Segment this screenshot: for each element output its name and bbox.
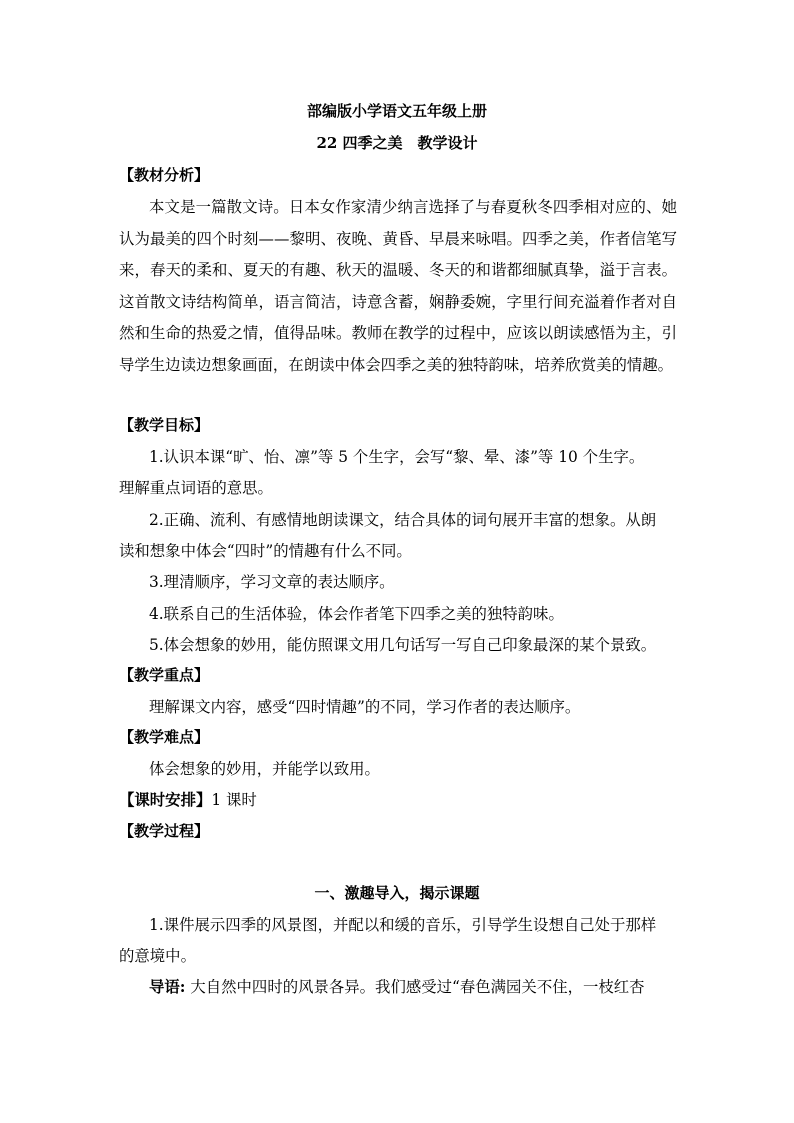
goal-1-line-1: 1.认识本课“旷、怡、凛”等 5 个生字，会写“黎、晕、漆”等 10 个生字。 [149,448,645,466]
section-heading-analysis: 【教材分析】 [119,166,210,184]
section-heading-schedule: 【课时安排】 [119,791,212,809]
goal-2-line-1: 2.正确、流利、有感情地朗读课文，结合具体的词句展开丰富的想象。从朗 [149,511,657,529]
schedule-line [119,790,257,810]
key-points-text: 理解课文内容，感受“四时情趣”的不同，学习作者的表达顺序。 [149,698,581,716]
section-heading-process: 【教学过程】 [119,822,210,840]
schedule-text: 1 课时 [211,791,257,809]
difficulty-text: 体会想象的妙用，并能学以致用。 [149,760,380,778]
guide-label: 导语: [149,978,186,996]
analysis-paragraph: 本文是一篇散文诗。日本女作家清少纳言选择了与春夏秋冬四季相对应的、她认为最美的四个时刻——黎明、夜晚、黄昏、早晨来咏唱。四季之美，作者信笔写来，春天的柔和、夏天的有趣、秋天的温暖、冬天的和谐都细腻真挚，溢于言表。这首散文诗结构简单，语言简洁，诗意含蓄，娴静委婉，字里行间充溢着作者对自然和生命的热爱之情，值得品味。教师在教学的过程中，应该以朗读感悟为主，引导学生边读边想象画面，在朗读中体会四季之美的独特韵味，培养欣赏美的情趣。 [119,198,677,374]
section-heading-difficulty: 【教学难点】 [119,728,210,746]
part-1-item-1-line-2: 的意境中。 [119,947,196,965]
goal-4: 4.联系自己的生活体验，体会作者笔下四季之美的独特韵味。 [149,605,564,623]
guide-text: 大自然中四时的风景各异。我们感受过“春色满园关不住，一枝红杏 [185,978,645,996]
goal-2-line-2: 读和想象中体会“四时”的情趣有什么不同。 [119,542,412,560]
part-1-item-1-line-1: 1.课件展示四季的风景图，并配以和缓的音乐，引导学生设想自己处于那样 [149,916,657,934]
section-heading-key-points: 【教学重点】 [119,666,210,684]
goal-1-line-2: 理解重点词语的意思。 [119,479,273,497]
goal-3: 3.理清顺序，学习文章的表达顺序。 [149,573,395,591]
document-title: 部编版小学语文五年级上册 [306,102,487,120]
part-1-heading: 一、激趣导入，揭示课题 [314,884,480,902]
goal-5: 5.体会想象的妙用，能仿照课文用几句话写一写自己印象最深的某个景致。 [149,636,657,654]
section-heading-goals: 【教学目标】 [119,416,210,434]
guide-line [149,977,645,997]
lesson-title: 22 四季之美 教学设计 [316,134,478,152]
